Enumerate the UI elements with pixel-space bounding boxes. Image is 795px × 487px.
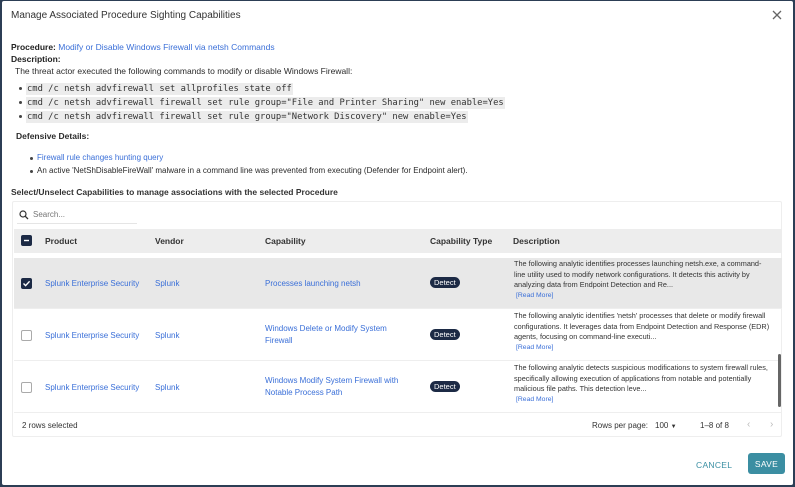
column-header-capability[interactable]: Capability — [265, 236, 306, 246]
prev-page-button[interactable]: ‹ — [747, 419, 751, 430]
procedure-link[interactable]: Modify or Disable Windows Firewall via netsh Commands — [58, 42, 275, 52]
search-box[interactable] — [17, 206, 137, 224]
capability-link[interactable]: Processes launching netsh — [265, 279, 361, 288]
read-more-link[interactable]: [Read More] — [516, 343, 554, 351]
row-description: The following analytic identifies 'netsh' processes that delete or modify firewall configurations. It leverages data from Endpoint Detection and Response (EDR) agents, focusing on command-line executi... [Read More] — [514, 311, 770, 353]
product-link[interactable]: Splunk Enterprise Security — [45, 279, 140, 288]
vendor-link[interactable]: Splunk — [155, 383, 180, 392]
defensive-item: An active 'NetShDisableFireWall' malware in a command line was prevented from executing (Defender for Endpoint alert). — [37, 165, 505, 178]
manage-capabilities-dialog — [2, 1, 793, 485]
vendor-link[interactable]: Splunk — [155, 279, 180, 288]
table-row[interactable] — [14, 258, 782, 309]
vendor-link[interactable]: Splunk — [155, 331, 180, 340]
table-footer — [14, 415, 782, 437]
description-label: Description: — [11, 54, 61, 64]
read-more-link[interactable]: [Read More] — [516, 395, 554, 403]
pagination-range: 1–8 of 8 — [700, 421, 729, 430]
capabilities-table — [12, 201, 782, 437]
column-header-vendor[interactable]: Vendor — [155, 236, 184, 246]
row-description: The following analytic detects suspicious modifications to system firewall rules, specifically allowing execution of applications from notable and potentially malicious file paths. This detection leve... [Read More] — [514, 363, 770, 405]
cancel-button[interactable]: CANCEL — [696, 460, 733, 470]
table-row[interactable] — [14, 362, 782, 413]
search-icon — [19, 210, 29, 220]
read-more-link[interactable]: [Read More] — [516, 291, 554, 299]
rows-per-page-select[interactable]: 100 ▼ — [655, 421, 677, 430]
procedure-label: Procedure: — [11, 42, 56, 52]
row-checkbox[interactable] — [21, 330, 32, 341]
row-description: The following analytic identifies processes launching netsh.exe, a command-line utility used to modify network configurations. It detects this activity by analyzing data from Endpoint Detection and Re... [Read More] — [514, 259, 770, 301]
table-header — [14, 229, 782, 253]
next-page-button[interactable]: › — [770, 419, 774, 430]
table-scrollbar[interactable] — [778, 354, 781, 407]
command-item: cmd /c netsh advfirewall firewall set rule group="File and Printer Sharing" new enable=Yes — [27, 98, 504, 108]
dialog-title: Manage Associated Procedure Sighting Capabilities — [11, 10, 241, 21]
search-input[interactable] — [33, 210, 133, 219]
column-header-capability-type[interactable]: Capability Type — [430, 236, 493, 246]
procedure-description: The threat actor executed the following commands to modify or disable Windows Firewall: — [15, 66, 353, 76]
save-button[interactable]: SAVE — [748, 453, 785, 474]
column-header-description[interactable]: Description — [513, 236, 560, 246]
select-all-checkbox[interactable] — [21, 235, 32, 246]
capability-type-badge: Detect — [430, 277, 460, 288]
table-body — [14, 253, 782, 415]
defensive-item — [37, 152, 505, 165]
section-title: Select/Unselect Capabilities to manage associations with the selected Procedure — [11, 187, 338, 197]
command-item: cmd /c netsh advfirewall set allprofiles state off — [26, 82, 505, 94]
indeterminate-icon — [21, 235, 32, 246]
defensive-list — [11, 152, 505, 178]
product-link[interactable]: Splunk Enterprise Security — [45, 331, 140, 340]
capability-link[interactable]: Windows Delete or Modify System Firewall — [265, 324, 387, 345]
command-item: cmd /c netsh advfirewall firewall set rule group="Network Discovery" new enable=Yes — [26, 110, 505, 122]
product-link[interactable]: Splunk Enterprise Security — [45, 383, 140, 392]
column-header-product[interactable]: Product — [45, 236, 78, 246]
row-checkbox[interactable] — [21, 382, 32, 393]
hunting-query-link[interactable]: Firewall rule changes hunting query — [37, 153, 164, 162]
command-list — [11, 82, 505, 122]
rows-per-page-label: Rows per page: — [592, 421, 649, 430]
capability-type-badge: Detect — [430, 381, 460, 392]
chevron-down-icon: ▼ — [670, 424, 677, 430]
rows-selected-count: 2 rows selected — [22, 421, 78, 430]
checkmark-icon — [21, 278, 32, 289]
procedure-details — [11, 41, 505, 178]
defensive-details-label: Defensive Details: — [16, 131, 90, 141]
close-icon — [770, 8, 784, 22]
close-button[interactable] — [770, 8, 784, 22]
row-checkbox[interactable] — [21, 278, 32, 289]
table-row[interactable] — [14, 310, 782, 361]
capability-link[interactable]: Windows Modify System Firewall with Notable Process Path — [265, 376, 399, 397]
capability-type-badge: Detect — [430, 329, 460, 340]
